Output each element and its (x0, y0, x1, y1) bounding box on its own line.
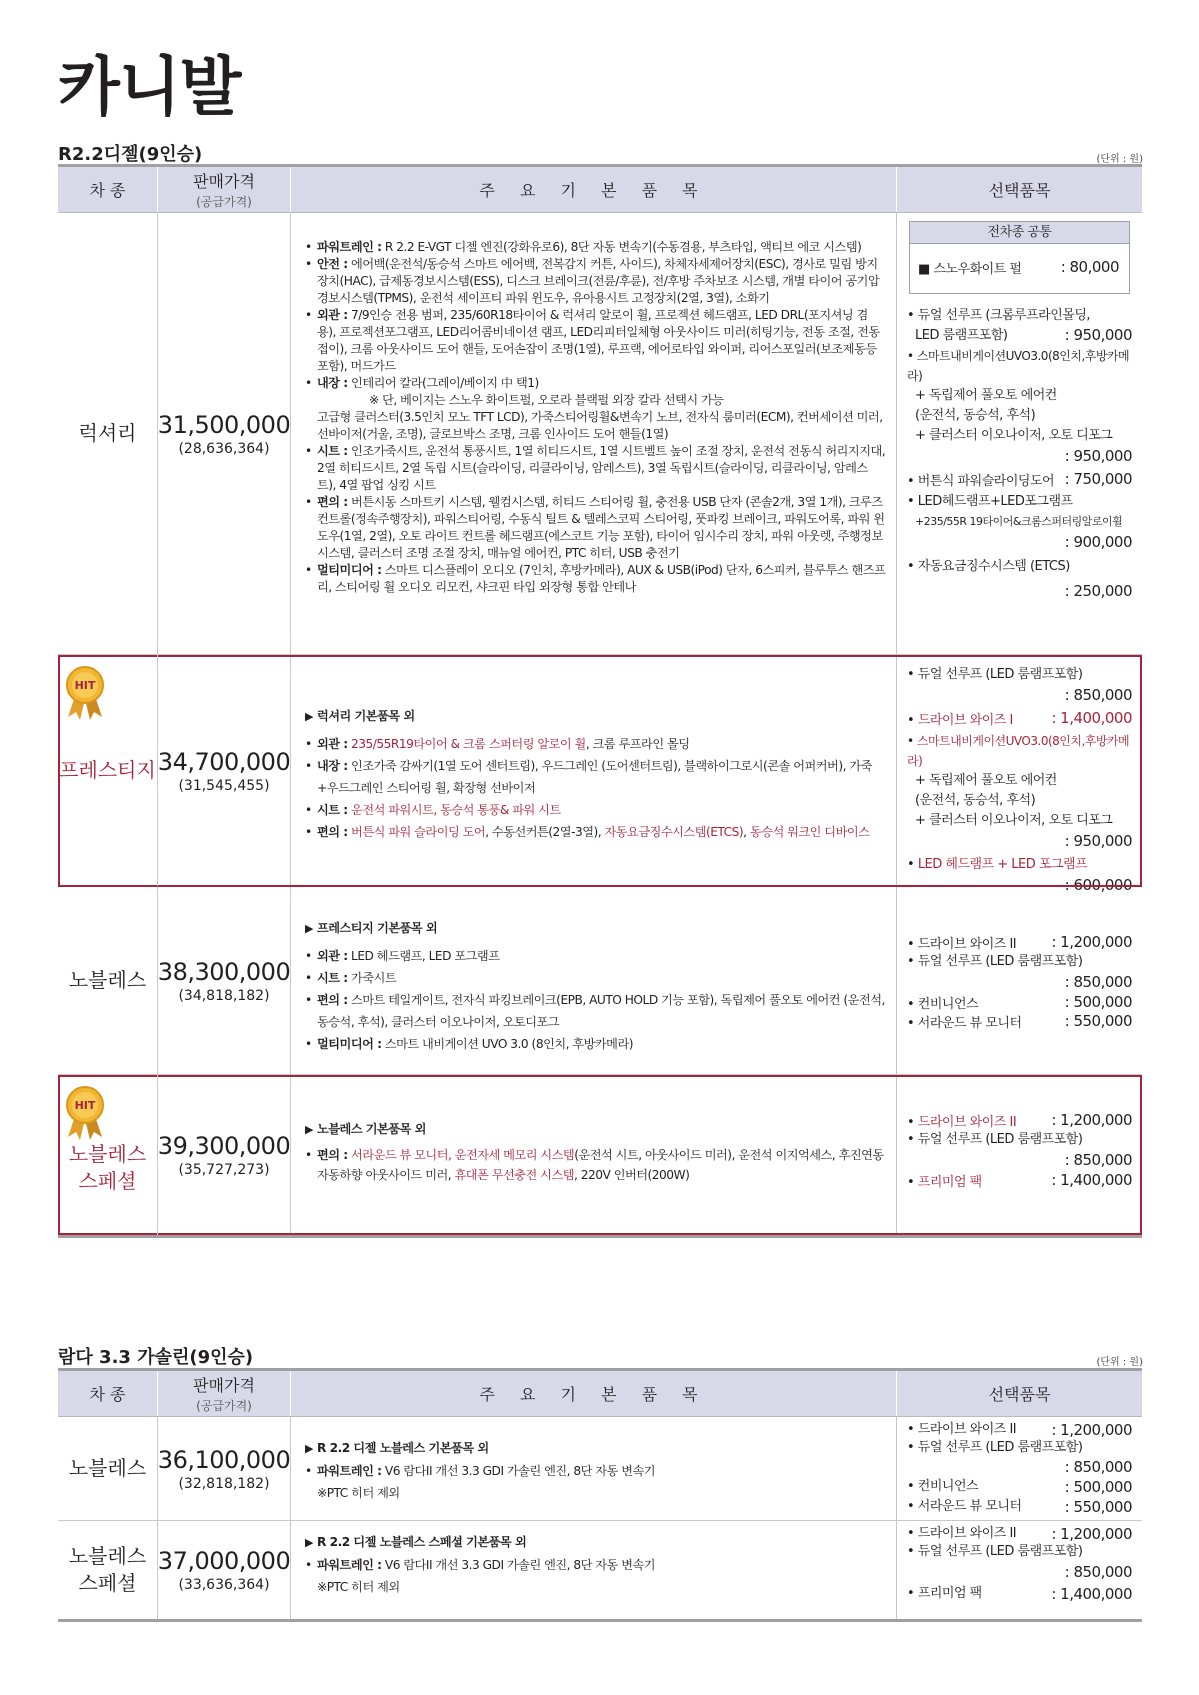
diesel-price-table (58, 164, 1142, 1238)
table-row-gasoline-noblesse (58, 1417, 1142, 1521)
table-row-prestige (58, 655, 1142, 894)
trim-name: 럭셔리 (58, 213, 158, 654)
header-features: 주 요 기 본 품 목 (291, 1371, 897, 1416)
hit-badge-icon (62, 1083, 108, 1141)
header-features: 주 요 기 본 품 목 (291, 167, 897, 212)
trim-price: 37,000,000 (33,636,364) (158, 1521, 291, 1619)
trim-price: 39,300,000 (35,727,273) (158, 1075, 291, 1235)
header-options: 선택품목 (988, 1385, 1051, 1404)
trim-name: HIT 프레스티지 (58, 655, 158, 886)
option-list: • 드라이브 와이즈 II : 1,200,000 • 듀얼 선루프 (LED 룸램프포함) : 850,000 • 컨비니언스 : 500,000 • 서라운드 뷰 모니터 : 550,000 (907, 933, 1132, 1031)
section-title-diesel: R2.2디젤(9인승) (58, 144, 203, 165)
header-price: 판매가격 (공급가격) (158, 167, 291, 212)
table-row-gasoline-noblesse-special (58, 1521, 1142, 1619)
table-header (58, 1371, 1142, 1417)
table-row-luxury (58, 213, 1142, 655)
section-title-gasoline: 람다 3.3 가솔린(9인승) (58, 1347, 254, 1368)
table-row-noblesse-special (58, 1075, 1142, 1235)
svg-text:HIT: HIT (74, 1099, 96, 1112)
header-price: 판매가격 (공급가격) (158, 1371, 291, 1416)
option-list: • 드라이브 와이즈 II : 1,200,000 • 듀얼 선루프 (LED 룸램프포함) : 850,000 • 프리미엄 팩 : 1,400,000 (907, 1525, 1132, 1603)
header-model: 차 종 (58, 167, 158, 212)
header-model: 차 종 (58, 1371, 158, 1416)
option-list: • 드라이브 와이즈 II : 1,200,000 • 듀얼 선루프 (LED 룸램프포함) : 850,000 • 컨비니언스 : 500,000 • 서라운드 뷰 모니터 : 550,000 (907, 1421, 1132, 1516)
trim-price: 38,300,000 (34,818,182) (158, 887, 291, 1074)
trim-price: 36,100,000 (32,818,182) (158, 1417, 291, 1520)
feature-list: ▶ 프레스티지 기본품목 외 • 외관 : LED 헤드램프, LED 포그램프 • 시트 : 가죽시트 • 편의 : 스마트 테일게이트, 전자식 파킹브레이크(EPB, AUTO HOLD 기능 포함), 독립제어 풀오토 에어컨 (운전석, 동승석, 후석), 클러스터 이오나이저, 오토디포그 • 멀티미디어 : 스마트 내비게이션 UVO 3.0 (8인치, 후방카메라) (291, 887, 897, 1074)
gasoline-price-table (58, 1368, 1142, 1622)
trim-price: 34,700,000 (31,545,455) (158, 655, 291, 886)
trim-price: 31,500,000 (28,636,364) (158, 213, 291, 654)
table-header (58, 167, 1142, 213)
trim-name: HIT 노블레스 스페셜 (58, 1075, 158, 1235)
feature-list: ▶ R 2.2 디젤 노블레스 스페셜 기본품목 외 • 파워트레인 : V6 람다II 개선 3.3 GDI 가솔린 엔진, 8단 자동 변속기 ※PTC 히터 제외 (291, 1521, 897, 1619)
feature-list: ▶ 럭셔리 기본품목 외 • 외관 : 235/55R19타이어 & 크롬 스퍼터링 알로이 휠, 크롬 루프라인 몰딩 • 내장 : 인조가죽 감싸기(1열 도어 센터트림), 우드그레인 (도어센터트림), 블랙하이그로시(콘솔 어퍼커버), 가죽+우드그레인 스티어링 휠, 확장형 선바이저 • 시트 : 운전석 파워시트, 동승석 통풍& 파워 시트 • 편의 : 버튼식 파워 슬라이딩 도어, 수동선커튼(2열-3열), 자동요금징수시스템(ETCS), 동승석 워크인 디바이스 (291, 655, 897, 886)
trim-name: 노블레스 스페셜 (58, 1521, 158, 1619)
svg-text:HIT: HIT (74, 679, 96, 692)
common-option-box: 전차종 공통 ■ 스노우화이트 펄 : 80,000 (909, 221, 1130, 294)
feature-list: ▶ R 2.2 디젤 노블레스 기본품목 외 • 파워트레인 : V6 람다II 개선 3.3 GDI 가솔린 엔진, 8단 자동 변속기 ※PTC 히터 제외 (291, 1417, 897, 1520)
unit-label: (단위 : 원) (1096, 1357, 1143, 1368)
option-list: • 듀얼 선루프 (LED 룸램프포함) : 850,000 • 드라이브 와이즈 I : 1,400,000 • 스마트내비게이션UVO3.0(8인치,후방카메라) + 독립제어 풀오토 에어컨 (운전석, 동승석, 후석) + 클러스터 이오나이저, 오토 디포그 : 950,000 • LED 헤드램프 + LED 포그램프 : 600,000 (907, 667, 1132, 894)
option-list: 전차종 공통 ■ 스노우화이트 펄 : 80,000 • 듀얼 선루프 (크롬루프라인몰딩, LED 룸램프포함) : 950,000 • 스마트내비게이션UVO3.0(8인치,후방카메라) + 독립제어 풀오토 에어컨 (운전석, 동승석, 후석) + 클러스터 이오나이저, 오토 디포그 : 950,000 • 버튼식 파워슬라이딩도어 : 750,000 • LED헤드램프+LED포그램프 +235/55R 19타이어&크롬스퍼터링알로이휠 : 900,000 • 자동요금징수시스템 (ETCS) : 250,000 (897, 213, 1142, 654)
feature-list: ▶ 노블레스 기본품목 외 • 편의 : 서라운드 뷰 모니터, 운전자세 메모리 시스템(운전석 시트, 아웃사이드 미러), 운전석 이지억세스, 후진연동 자동하향 아웃사이드 미러, 휴대폰 무선충전 시스템, 220V 인버터(200W) (291, 1075, 897, 1235)
page-title: 카니발 (58, 51, 241, 125)
header-options: 선택품목 (988, 181, 1051, 200)
unit-label: (단위 : 원) (1096, 154, 1143, 165)
trim-name: 노블레스 (58, 887, 158, 1074)
table-row-noblesse (58, 887, 1142, 1075)
hit-badge-icon (62, 663, 108, 721)
trim-name: 노블레스 (58, 1417, 158, 1520)
option-list: • 드라이브 와이즈 II : 1,200,000 • 듀얼 선루프 (LED 룸램프포함) : 850,000 • 프리미엄 팩 : 1,400,000 (907, 1111, 1132, 1190)
feature-list: • 파워트레인 : R 2.2 E-VGT 디젤 엔진(강화유로6), 8단 자동 변속기(수동겸용, 부츠타입, 액티브 에코 시스템) • 안전 : 에어백(운전석/동승석 스마트 에어백, 전복감지 커튼, 사이드), 차체자세제어장치(ESC), 경사로 밀림 방지 장치(HAC), 급제동경보시스템(ESS), 디스크 브레이크(전륜/후륜), 전/후방 주차보조 시스템, 개별 타이어 공기압 경보시스템(TPMS), 운전석 세이프티 파워 윈도우, 유아용시트 고정장치(2열, 3열), 소화기 • 외관 : 7/9인승 전용 범퍼, 235/60R18타이어 & 럭셔리 알로이 휠, 프로젝션 헤드램프, LED DRL(포지셔닝 겸용), 프로젝션포그램프, LED리어콤비네이션 램프, LED리피터일체형 아웃사이드 미러(히팅기능, 전동 조절, 전동접이), 크롬 아웃사이드 도어 핸들, 도어손잡이 조명(1열), 루프랙, 에어로타입 와이퍼, 리어스포일러(보조제동등 포함), 머드가드 • 내장 : 인테리어 칼라(그레이/베이지 中 택1) ※ 단, 베이지는 스노우 화이트펄, 오로라 블랙펄 외장 칼라 선택시 가능 고급형 클러스터(3.5인치 모노 TFT LCD), 가죽스티어링휠&변속기 노브, 전자식 룸미러(ECM), 컨버세이션 미러, 선바이저(거울, 조명), 글로브박스 조명, 크롬 인사이드 도어 핸들(1열) • 시트 : 인조가죽시트, 운전석 통풍시트, 1열 히티드시트, 1열 시트벨트 높이 조절 장치, 운전석 전동식 허리지지대, 2열 히티드시트, 2열 독립 시트(슬라이딩, 리클라이닝, 암레스트), 3열 독립시트(슬라이딩, 리클라이닝, 암레스트), 4열 팝업 싱킹 시트 • 편의 : 버튼시동 스마트키 시스템, 웰컴시스템, 히티드 스티어링 휠, 충전용 USB 단자 (콘솔2개, 3열 1개), 크루즈 컨트롤(정속주행장치), 파워스티어링, 수동식 틸트 & 텔레스코픽 스티어링, 풋파킹 브레이크, 파워도어록, 파워 윈도우(1열, 2열), 오토 라이트 컨트롤 헤드램프(에스코트 기능 포함), 타이어 임시수리 장치, 파워 아웃렛, 주행정보 시스템, 클러스터 조명 조절 장치, 매뉴얼 에어컨, PTC 히터, USB 충전기 • 멀티미디어 : 스마트 디스플레이 오디오 (7인치, 후방카메라), AUX & USB(iPod) 단자, 6스피커, 블루투스 핸즈프리, 스티어링 휠 오디오 리모컨, 샤크핀 타입 외장형 통합 안테나 (291, 213, 897, 654)
